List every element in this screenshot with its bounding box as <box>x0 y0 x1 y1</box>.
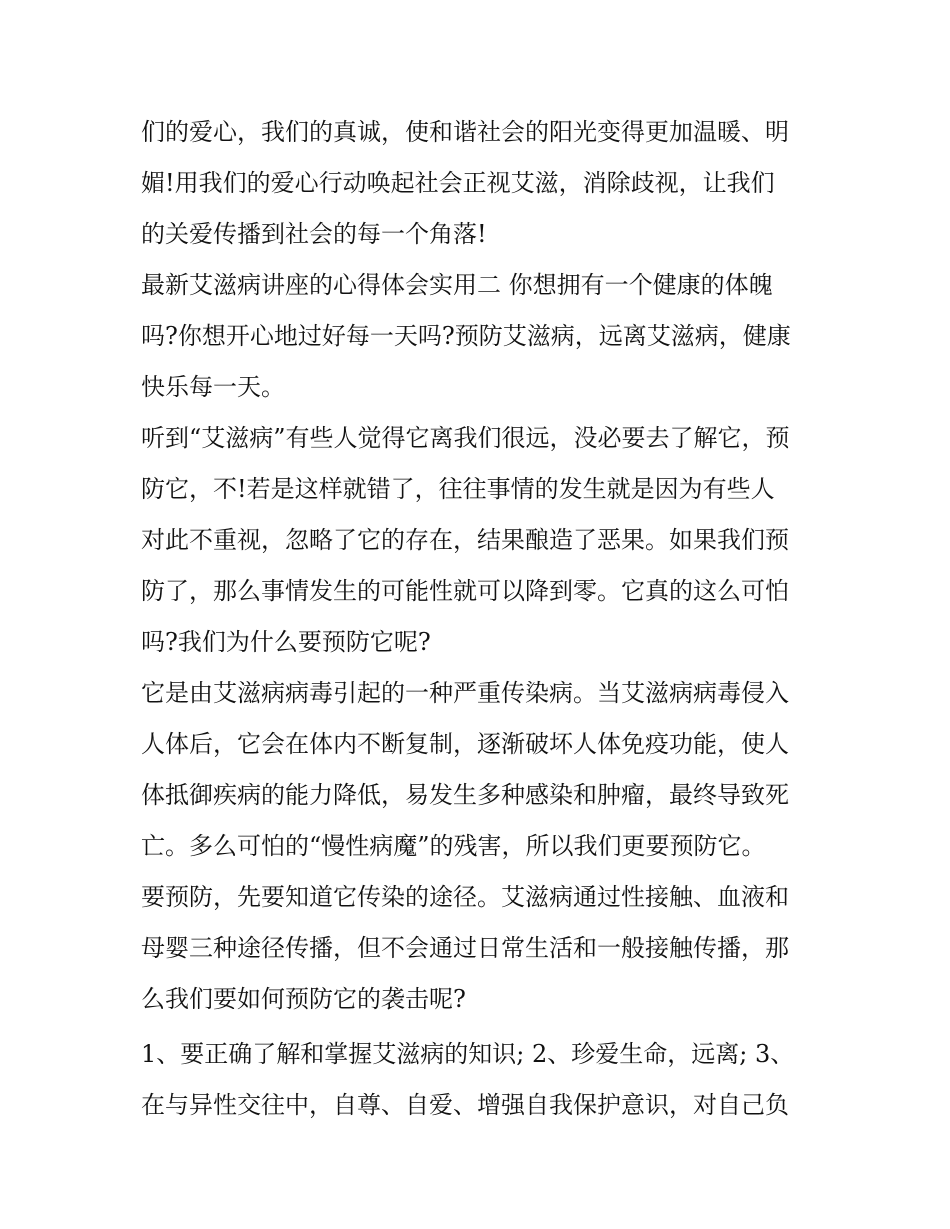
text-line: 最新艾滋病讲座的心得体会实用二 你想拥有一个健康的体魄 <box>141 271 773 299</box>
text-line: 母婴三种途径传播，但不会通过日常生活和一般接触传播，那 <box>141 934 789 962</box>
text-line: 1、要正确了解和掌握艾滋病的知识; 2、珍爱生命，远离; 3、 <box>141 1040 795 1068</box>
text-line: 们的爱心，我们的真诚，使和谐社会的阳光变得更加温暖、明 <box>141 118 789 146</box>
text-line: 对此不重视，忽略了它的存在，结果酿造了恶果。如果我们预 <box>141 526 789 554</box>
text-line: 体抵御疾病的能力降低，易发生多种感染和肿瘤，最终导致死 <box>141 781 789 809</box>
text-line: 吗?我们为什么要预防它呢? <box>141 628 431 656</box>
text-line: 在与异性交往中，自尊、自爱、增强自我保护意识，对自己负 <box>141 1091 789 1119</box>
text-line: 的关爱传播到社会的每一个角落! <box>141 220 487 248</box>
text-line: 听到“艾滋病”有些人觉得它离我们很远，没必要去了解它，预 <box>141 424 790 452</box>
text-line: 吗?你想开心地过好每一天吗?预防艾滋病，远离艾滋病，健康 <box>141 322 791 350</box>
text-line: 么我们要如何预防它的袭击呢? <box>141 985 466 1013</box>
text-line: 媚!用我们的爱心行动唤起社会正视艾滋，消除歧视，让我们 <box>141 169 775 197</box>
text-line: 人体后，它会在体内不断复制，逐渐破坏人体免疫功能，使人 <box>141 730 789 758</box>
text-line: 亡。多么可怕的“慢性病魔”的残害，所以我们更要预防它。 <box>141 832 766 860</box>
body-text <box>141 107 821 1131</box>
text-line: 防了，那么事情发生的可能性就可以降到零。它真的这么可怕 <box>141 577 789 605</box>
text-line: 要预防，先要知道它传染的途径。艾滋病通过性接触、血液和 <box>141 883 789 911</box>
text-line: 它是由艾滋病病毒引起的一种严重传染病。当艾滋病病毒侵入 <box>141 679 789 707</box>
text-line: 快乐每一天。 <box>141 373 285 401</box>
text-line: 防它，不!若是这样就错了，往往事情的发生就是因为有些人 <box>141 475 775 503</box>
